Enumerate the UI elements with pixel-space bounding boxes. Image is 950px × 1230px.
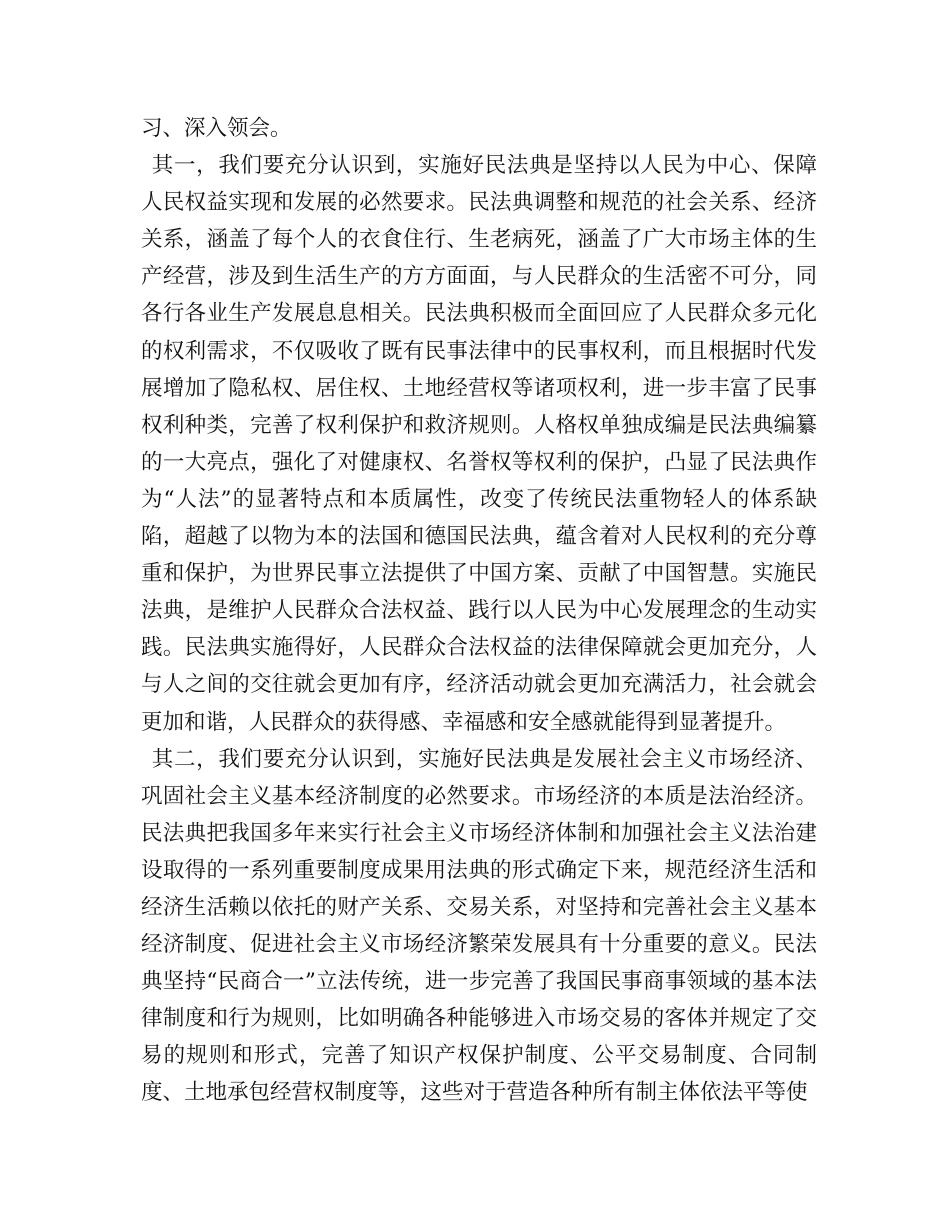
- paragraph-point-one: 其一，我们要充分认识到，实施好民法典是坚持以人民为中心、保障人民权益实现和发展的必然要求。民法典调整和规范的社会关系、经济关系，涵盖了每个人的衣食住行、生老病死，涵盖了广大市场主体的生产经营，涉及到生活生产的方方面面，与人民群众的生活密不可分，同各行各业生产发展息息相关。民法典积极而全面回应了人民群众多元化的权利需求，不仅吸收了既有民事法律中的民事权利，而且根据时代发展增加了隐私权、居住权、土地经营权等诸项权利，进一步丰富了民事权利种类，完善了权利保护和救济规则。人格权单独成编是民法典编纂的一大亮点，强化了对健康权、名誉权等权利的保护，凸显了民法典作为“人法”的显著特点和本质属性，改变了传统民法重物轻人的体系缺陷，超越了以物为本的法国和德国民法典，蕴含着对人民权利的充分尊重和保护，为世界民事立法提供了中国方案、贡献了中国智慧。实施民法典，是维护人民群众合法权益、践行以人民为中心发展理念的生动实践。民法典实施得好，人民群众合法权益的法律保障就会更加充分，人与人之间的交往就会更加有序，经济活动就会更加充满活力，社会就会更加和谐，人民群众的获得感、幸福感和安全感就能得到显著提升。: [141, 153, 817, 735]
- paragraph-point-two: 其二，我们要充分认识到，实施好民法典是发展社会主义市场经济、巩固社会主义基本经济制度的必然要求。市场经济的本质是法治经济。民法典把我国多年来实行社会主义市场经济体制和加强社会主义法治建设取得的一系列重要制度成果用法典的形式确定下来，规范经济生活和经济生活赖以依托的财产关系、交易关系，对坚持和完善社会主义基本经济制度、促进社会主义市场经济繁荣发展具有十分重要的意义。民法典坚持“民商合一”立法传统，进一步完善了我国民事商事领域的基本法律制度和行为规则，比如明确各种能够进入市场交易的客体并规定了交易的规则和形式，完善了知识产权保护制度、公平交易制度、合同制度、土地承包经营权制度等，这些对于营造各种所有制主体依法平等使: [141, 746, 817, 1106]
- paragraph-continuation: 习、深入领会。: [141, 116, 292, 141]
- body-text: [141, 110, 817, 1112]
